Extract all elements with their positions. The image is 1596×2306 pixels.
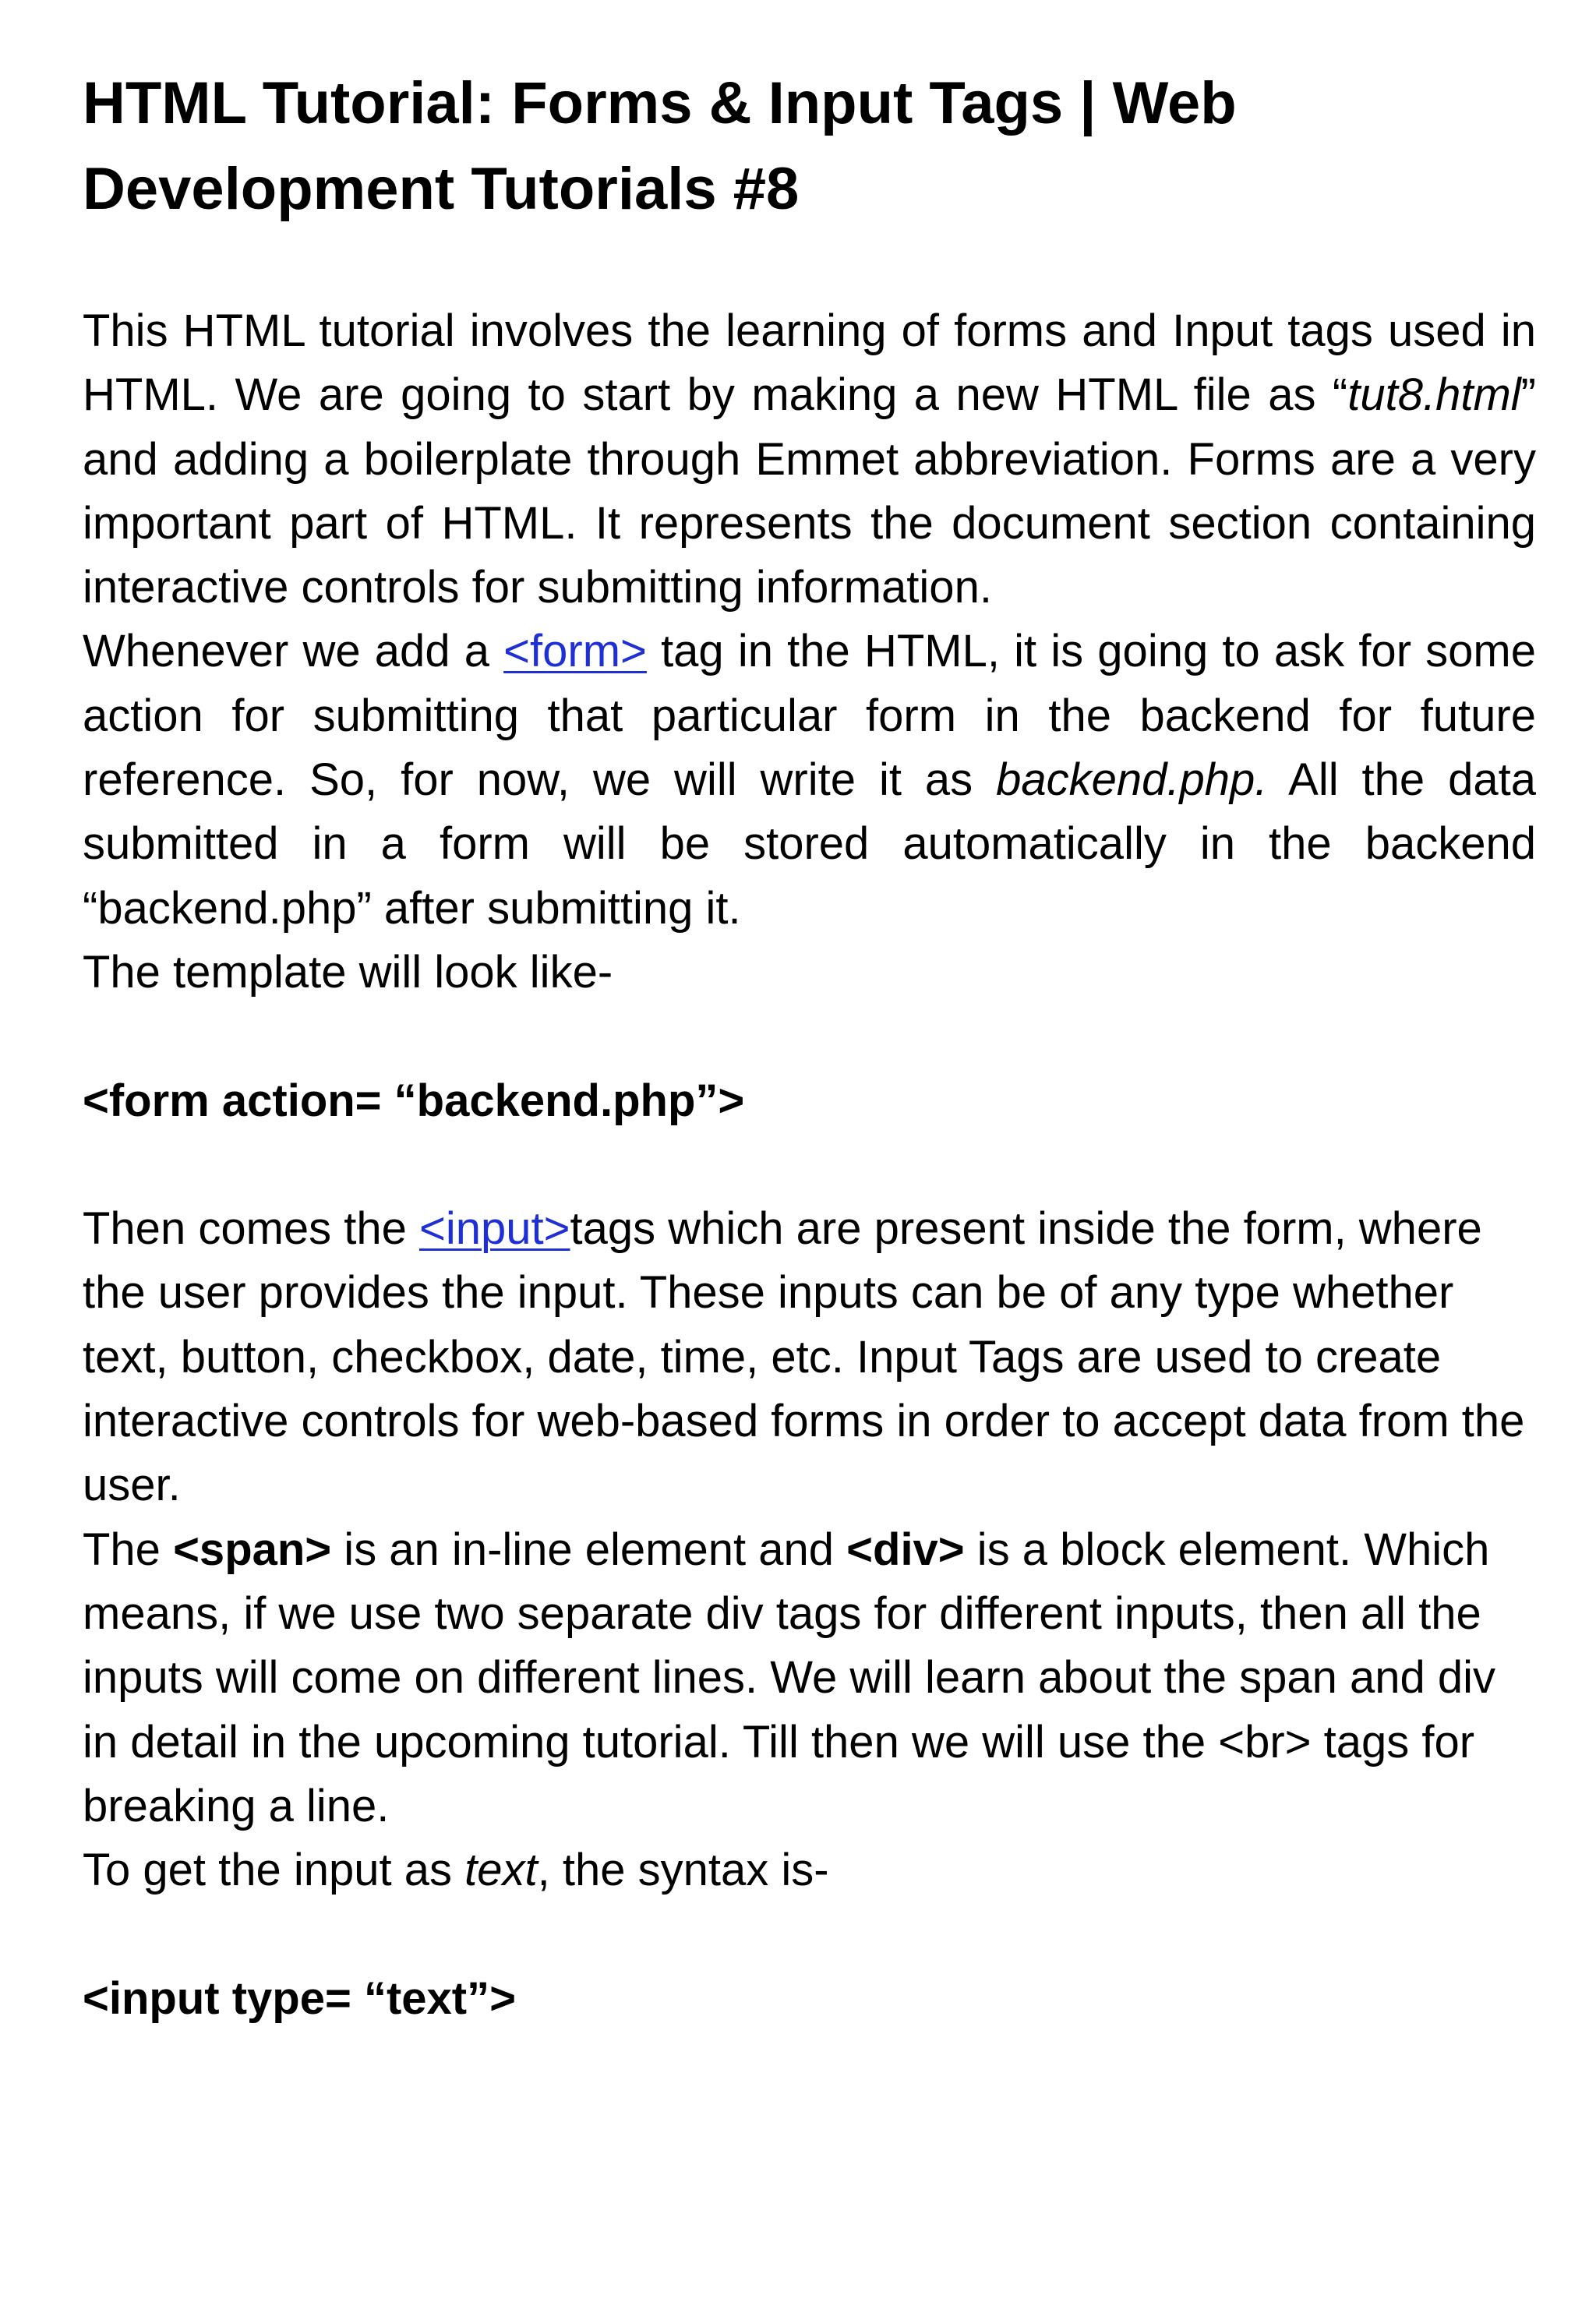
span-div-text-part2: is an in-line element and <box>331 1524 847 1575</box>
span-tag-bold: <span> <box>173 1524 332 1575</box>
document-page <box>83 61 1536 2031</box>
filename-italic: tut8.html <box>1347 369 1521 421</box>
span-div-paragraph <box>83 1518 1536 1838</box>
form-text-part3: All the data submitted in a form will be stored automatically in the backend “backend.php” after submitting it. <box>83 754 1536 934</box>
span-div-text-part3: is a block element. Which means, if we use two separate div tags for different inputs, then all the inputs will come on different lines. We will learn about the span and div in detail in the upcoming tutorial. Till then we will use the <br> tags for breaking a line. <box>83 1524 1495 1831</box>
span-div-text-part1: The <box>83 1524 174 1575</box>
input-paragraph <box>83 1197 1536 1517</box>
backend-italic: backend.php. <box>996 754 1268 806</box>
form-paragraph <box>83 620 1536 940</box>
form-tag-link[interactable]: <form> <box>503 626 647 677</box>
text-input-part2: , the syntax is- <box>537 1845 829 1896</box>
text-input-part1: To get the input as <box>83 1845 465 1896</box>
spacer <box>83 1902 1536 1966</box>
document-body <box>83 299 1536 2031</box>
intro-text-part2: ” and adding a boilerplate through Emmet abbreviation. Forms are a very important part of HTML. It represents the document section containing interactive controls for submitting information. <box>83 369 1536 613</box>
intro-text-part1: This HTML tutorial involves the learning of forms and Input tags used in HTML. We are going to start by making a new HTML file as “ <box>83 305 1536 421</box>
input-text-part2: tags which are present inside the form, where the user provides the input. These inputs can be of any type whether text, button, checkbox, date, time, etc. Input Tags are used to create interactive controls for web-based forms in order to accept data from the user. <box>83 1203 1525 1511</box>
form-text-part1: Whenever we add a <box>83 626 504 677</box>
text-italic: text <box>464 1845 538 1896</box>
code-input-type: <input type= “text”> <box>83 1972 516 2024</box>
input-tag-link[interactable]: <input> <box>419 1203 570 1255</box>
intro-paragraph <box>83 299 1536 620</box>
input-text-part1: Then comes the <box>83 1203 419 1255</box>
code-form-action: <form action= “backend.php”> <box>83 1075 745 1126</box>
form-text-part2: tag in the HTML, it is going to ask for some action for submitting that particular form in the backend for future reference. So, for now, we will write it as <box>83 626 1536 806</box>
spacer <box>83 1005 1536 1068</box>
template-line: The template will look like- <box>83 946 613 998</box>
div-tag-bold: <div> <box>846 1524 965 1575</box>
text-input-paragraph <box>83 1838 1536 1902</box>
page-title: HTML Tutorial: Forms & Input Tags | Web Development Tutorials #8 <box>83 70 1237 222</box>
spacer <box>83 1133 1536 1197</box>
